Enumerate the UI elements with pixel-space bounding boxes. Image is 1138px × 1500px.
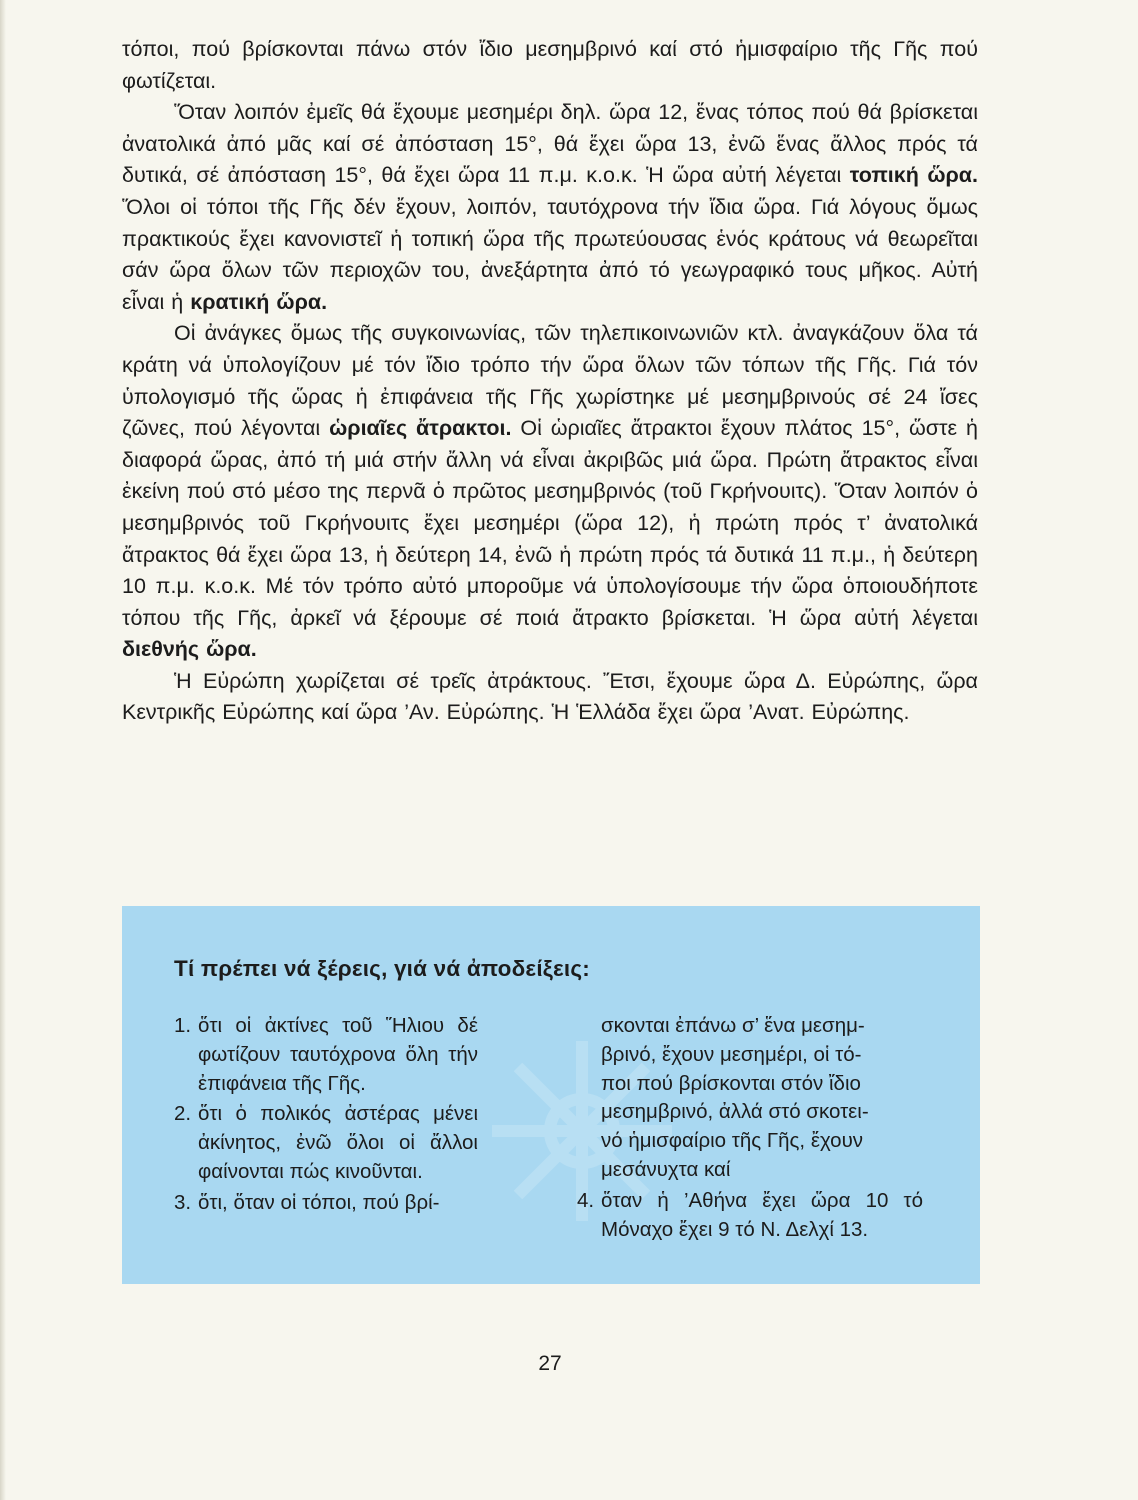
main-text <box>122 34 978 729</box>
list-item-number: 2. <box>174 1102 192 1126</box>
box-left-column <box>174 1012 478 1220</box>
box-right-column <box>577 1012 923 1246</box>
bold-term: τοπική ὥρα. <box>849 163 978 188</box>
continuation-line: ποι πού βρίσκονται στόν ἴδιο <box>601 1071 861 1095</box>
paragraph <box>122 318 978 666</box>
text-run: Ὅταν λοιπόν ἐμεῖς θά ἔχουμε μεσημέρι δηλ. ὥρα 12, ἕνας τόπος πού θά βρίσκεται ἀνατολικά ἀπό μᾶς καί σέ ἀπόσταση 15°, θά ἔχει ὥρα 13, ἐνῶ ἕνας ἄλλος πρός τά δυτικά, σέ ἀπόσταση 15°, θά ἔχει ὥρα 11 π.μ. κ.ο.κ. Ἡ ὥρα αὐτή λέγεται <box>122 100 978 188</box>
page-edge-shadow <box>0 0 6 1500</box>
text-run: Ὅλοι οἱ τόποι τῆς Γῆς δέν ἔχουν, λοιπόν, ταυτόχρονα τήν ἴδια ὥρα. Γιά λόγους ὅμως πρακτικούς ἔχει κανονιστεῖ ἡ τοπική ὥρα τῆς πρωτεύουσας ἑνός κράτους νά θεωρεῖται σάν ὥρα ὅλων τῶν περιοχῶν του, ἀνεξάρτητα ἀπό τό γεωγραφικό τους μῆκος. Αὐτή εἶναι ἡ <box>122 194 978 314</box>
paragraph <box>122 666 978 729</box>
text-run: Οἱ ὡριαῖες ἄτρακτοι ἔχουν πλάτος 15°, ὥστε ἡ διαφορά ὥρας, ἀπό τή μιά στήν ἄλλη νά εἶναι ἀκριβῶς μιά ὥρα. Πρώτη ἄτρακτος εἶναι ἐκείνη πού στό μέσο της περνᾶ ὁ πρῶτος μεσημβρινός (τοῦ Γκρήνουιτς). Ὅταν λοιπόν ὁ μεσημβρινός τοῦ Γκρήνουιτς ἔχει μεσημέρι (ὥρα 12), ἡ πρώτη πρός τ’ ἀνατολικά ἄτρακτος θά ἔχει ὥρα 13, ἡ δεύτερη 14, ἐνῶ ἡ πρώτη πρός τά δυτικά 11 π.μ., ἡ δεύτερη 10 π.μ. κ.ο.κ. Μέ τόν τρόπο αὐτό μποροῦμε νά ὑπολογίσουμε τήν ὥρα ὁποιουδήποτε τόπου τῆς Γῆς, ἀρκεῖ νά ξέρουμε σέ ποιά ἄτρακτο βρίσκεται. Ἡ ὥρα αὐτή λέγεται <box>122 416 978 630</box>
bold-term: κρατική ὥρα. <box>190 289 328 314</box>
list-item <box>174 1189 478 1218</box>
list-item-continuation <box>577 1012 923 1185</box>
continuation-line: σκονται ἐπάνω σ’ ἕνα μεσημ- <box>601 1014 865 1037</box>
continuation-line: βρινό, ἔχουν μεσημέρι, οἱ τό- <box>601 1042 862 1066</box>
bold-term: διεθνής ὥρα. <box>122 637 257 662</box>
continuation-line: μεσάνυχτα καί <box>601 1157 731 1181</box>
list-item-text: ὅτι, ὅταν οἱ τόποι, πού βρί- <box>198 1190 440 1214</box>
list-item <box>577 1187 923 1245</box>
bold-term: ὡριαῖες ἄτρακτοι. <box>329 416 512 441</box>
text-run: Οἱ ἀνάγκες ὅμως τῆς συγκοινωνίας, τῶν τηλεπικοινωνιῶν κτλ. ἀναγκάζουν ὅλα τά κράτη νά ὑπολογίζουν μέ τόν ἴδιο τρόπο τήν ὥρα ὅλων τῶν τόπων τῆς Γῆς. Γιά τόν ὑπολογισμό τῆς ὥρας ἡ ἐπιφάνεια τῆς Γῆς χωρίστηκε μέ μεσημβρινούς σέ 24 ἴσες ζῶνες, πού λέγονται <box>122 321 978 441</box>
list-item <box>174 1012 478 1098</box>
page-number: 27 <box>538 1352 562 1375</box>
paragraph <box>122 34 978 97</box>
text-run: Ἡ Εὐρώπη χωρίζεται σέ τρεῖς ἀτράκτους. Ἔτσι, ἔχουμε ὥρα Δ. Εὐρώπης, ὥρα Κεντρικῆς Εὐρώπης καί ὥρα ’Αν. Εὐρώπης. Ἡ Ἑλλάδα ἔχει ὥρα ’Ανατ. Εὐρώπης. <box>122 668 978 725</box>
list-item-number: 4. <box>577 1188 595 1212</box>
list-item-text: ὅταν ἡ ’Αθήνα ἔχει ὥρα 10 τό Μόναχο ἔχει 9 τό Ν. Δελχί 13. <box>601 1188 923 1241</box>
box-title: Τί πρέπει νά ξέρεις, γιά νά ἀποδείξεις: <box>174 956 590 981</box>
list-item <box>174 1100 478 1186</box>
list-item-text: ὅτι οἱ ἀκτίνες τοῦ Ἥλιου δέ φωτίζουν ταυτόχρονα ὅλη τήν ἐπιφάνεια τῆς Γῆς. <box>198 1014 478 1095</box>
continuation-line: νό ἡμισφαίριο τῆς Γῆς, ἔχουν <box>601 1129 864 1153</box>
list-item-number: 1. <box>174 1014 192 1037</box>
list-item-text: ὅτι ὁ πολικός ἀστέρας μένει ἀκίνητος, ἐνῶ ὅλοι οἱ ἄλλοι φαίνονται πώς κινοῦνται. <box>198 1102 478 1183</box>
text-run: τόποι, πού βρίσκονται πάνω στόν ἴδιο μεσημβρινό καί στό ἡμισφαίριο τῆς Γῆς πού φωτίζεται. <box>122 37 978 93</box>
list-item-number: 3. <box>174 1190 192 1214</box>
review-box <box>122 906 980 1284</box>
paragraph <box>122 97 978 318</box>
continuation-line: μεσημβρινό, ἀλλά στό σκοτει- <box>601 1100 869 1124</box>
